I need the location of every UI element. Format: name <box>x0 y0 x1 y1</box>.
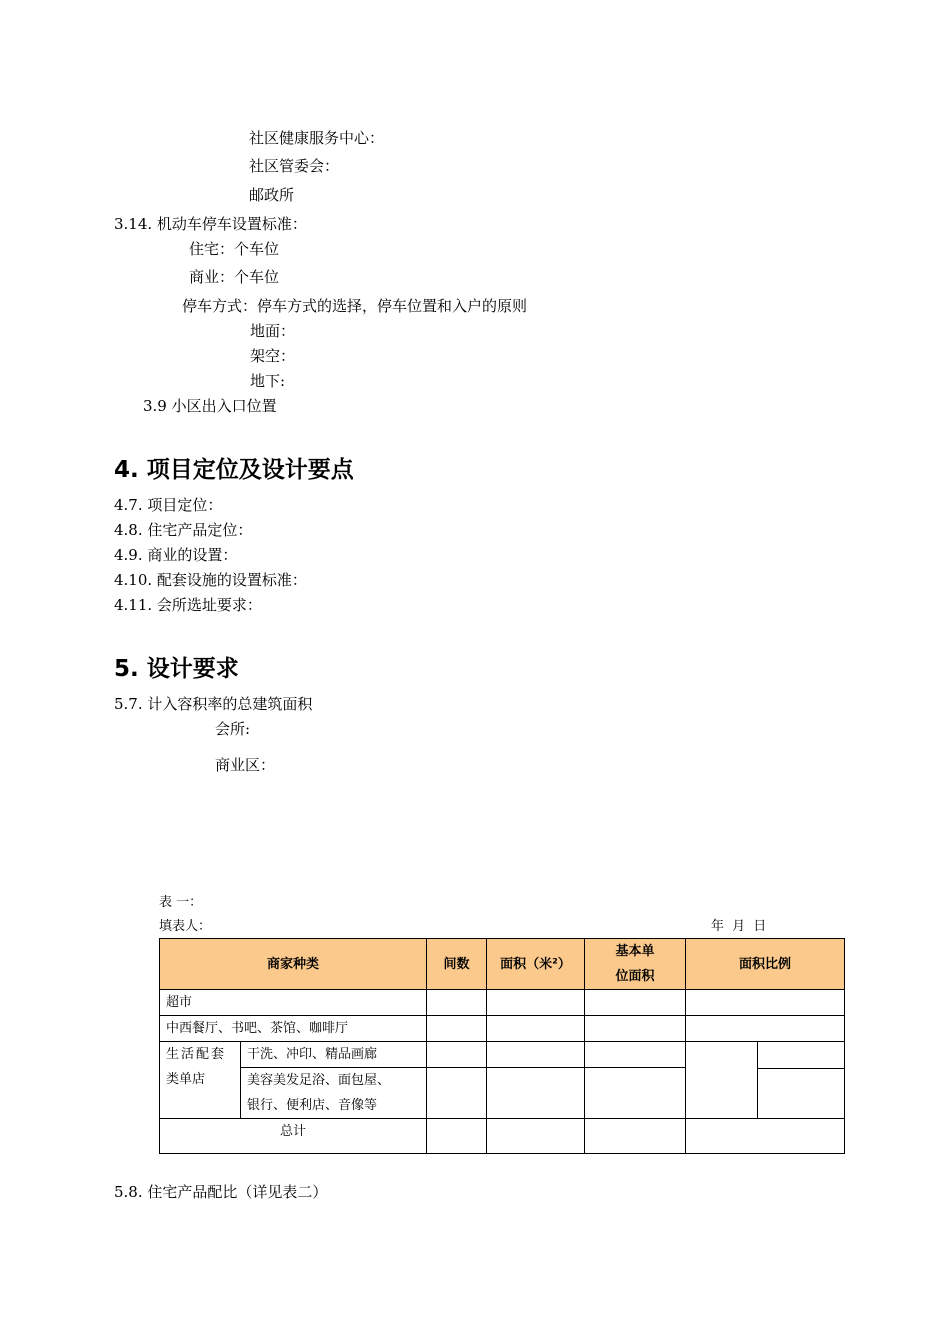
table-label: 表 一： <box>159 895 203 910</box>
cell-area <box>487 1119 585 1154</box>
parking-elevated: 架空： <box>250 347 296 365</box>
section-4-item: 4.8. 住宅产品定位： <box>114 521 253 539</box>
cell-ratio-bottom <box>758 1069 844 1117</box>
header-area-ratio: 面积比例 <box>686 939 845 990</box>
cell-rooms <box>427 990 487 1016</box>
cell-rooms <box>427 1016 487 1042</box>
cell-area <box>487 1068 585 1119</box>
cell-unit-area <box>585 1119 686 1154</box>
table-total-row <box>160 1119 845 1154</box>
parking-commercial: 商业：个车位 <box>189 268 280 286</box>
entrance-location: 3.9 小区出入口位置 <box>143 397 277 415</box>
life-sub2-line1: 美容美发足浴、面包屋、 <box>247 1073 391 1088</box>
life-services-line1: 生活配套 <box>166 1047 227 1062</box>
cell-area <box>487 990 585 1016</box>
header-merchant-type: 商家种类 <box>160 939 427 990</box>
header-area: 面积（米²） <box>487 939 585 990</box>
section-4-item: 4.7. 项目定位： <box>114 496 223 514</box>
parking-ground: 地面： <box>250 322 296 340</box>
cell-rooms <box>427 1119 487 1154</box>
section-4-title: 4. 项目定位及设计要点 <box>114 457 354 483</box>
table-row <box>160 990 845 1016</box>
section-5-title: 5. 设计要求 <box>114 656 239 682</box>
parking-underground: 地下: <box>250 372 286 390</box>
cell-area <box>487 1016 585 1042</box>
parking-residential: 住宅：个车位 <box>189 240 280 258</box>
section-4-item: 4.9. 商业的设置： <box>114 546 238 564</box>
cell-ratio-split <box>758 1042 845 1119</box>
cell-ratio <box>686 1016 845 1042</box>
row-life-sub2 <box>241 1068 427 1119</box>
cell-ratio <box>686 1119 845 1154</box>
row-supermarket: 超市 <box>160 990 427 1016</box>
life-sub2-line2: 银行、便利店、音像等 <box>247 1098 378 1113</box>
community-health-center: 社区健康服务中心： <box>249 129 385 147</box>
section-5-item-product-ratio: 5.8. 住宅产品配比（详见表二） <box>114 1183 328 1201</box>
cell-unit-area <box>585 1016 686 1042</box>
row-total: 总计 <box>160 1119 427 1154</box>
clubhouse-label: 会所: <box>215 720 251 738</box>
cell-ratio <box>686 990 845 1016</box>
merchant-table <box>159 938 845 1154</box>
row-life-services <box>160 1042 241 1119</box>
section-4-item: 4.11. 会所选址要求： <box>114 596 262 614</box>
table-date-label: 年 月 日 <box>711 919 767 934</box>
cell-ratio-merged <box>686 1042 758 1119</box>
header-unit-area-line1: 基本单 <box>615 944 655 959</box>
row-life-sub1: 干洗、冲印、精品画廊 <box>241 1042 427 1068</box>
header-unit-area <box>585 939 686 990</box>
cell-unit-area <box>585 990 686 1016</box>
post-office: 邮政所 <box>249 186 295 204</box>
section-5-item-total-area: 5.7. 计入容积率的总建筑面积 <box>114 695 313 713</box>
row-dining: 中西餐厅、书吧、茶馆、咖啡厅 <box>160 1016 427 1042</box>
community-committee: 社区管委会： <box>249 157 340 175</box>
table-row <box>160 1042 845 1068</box>
life-services-line2: 类单店 <box>166 1072 206 1087</box>
header-rooms: 间数 <box>427 939 487 990</box>
cell-unit-area <box>585 1042 686 1068</box>
cell-rooms <box>427 1068 487 1119</box>
header-unit-area-line2: 位面积 <box>615 969 655 984</box>
table-filler-label: 填表人： <box>159 919 212 934</box>
section-4-item: 4.10. 配套设施的设置标准： <box>114 571 307 589</box>
cell-unit-area <box>585 1068 686 1119</box>
table-row <box>160 1016 845 1042</box>
cell-ratio-top <box>758 1044 844 1069</box>
parking-heading: 3.14. 机动车停车设置标准： <box>114 215 307 233</box>
cell-area <box>487 1042 585 1068</box>
table-header-row <box>160 939 845 990</box>
cell-rooms <box>427 1042 487 1068</box>
parking-method: 停车方式：停车方式的选择，停车位置和入户的原则 <box>182 297 528 315</box>
commercial-zone-label: 商业区： <box>215 756 276 774</box>
